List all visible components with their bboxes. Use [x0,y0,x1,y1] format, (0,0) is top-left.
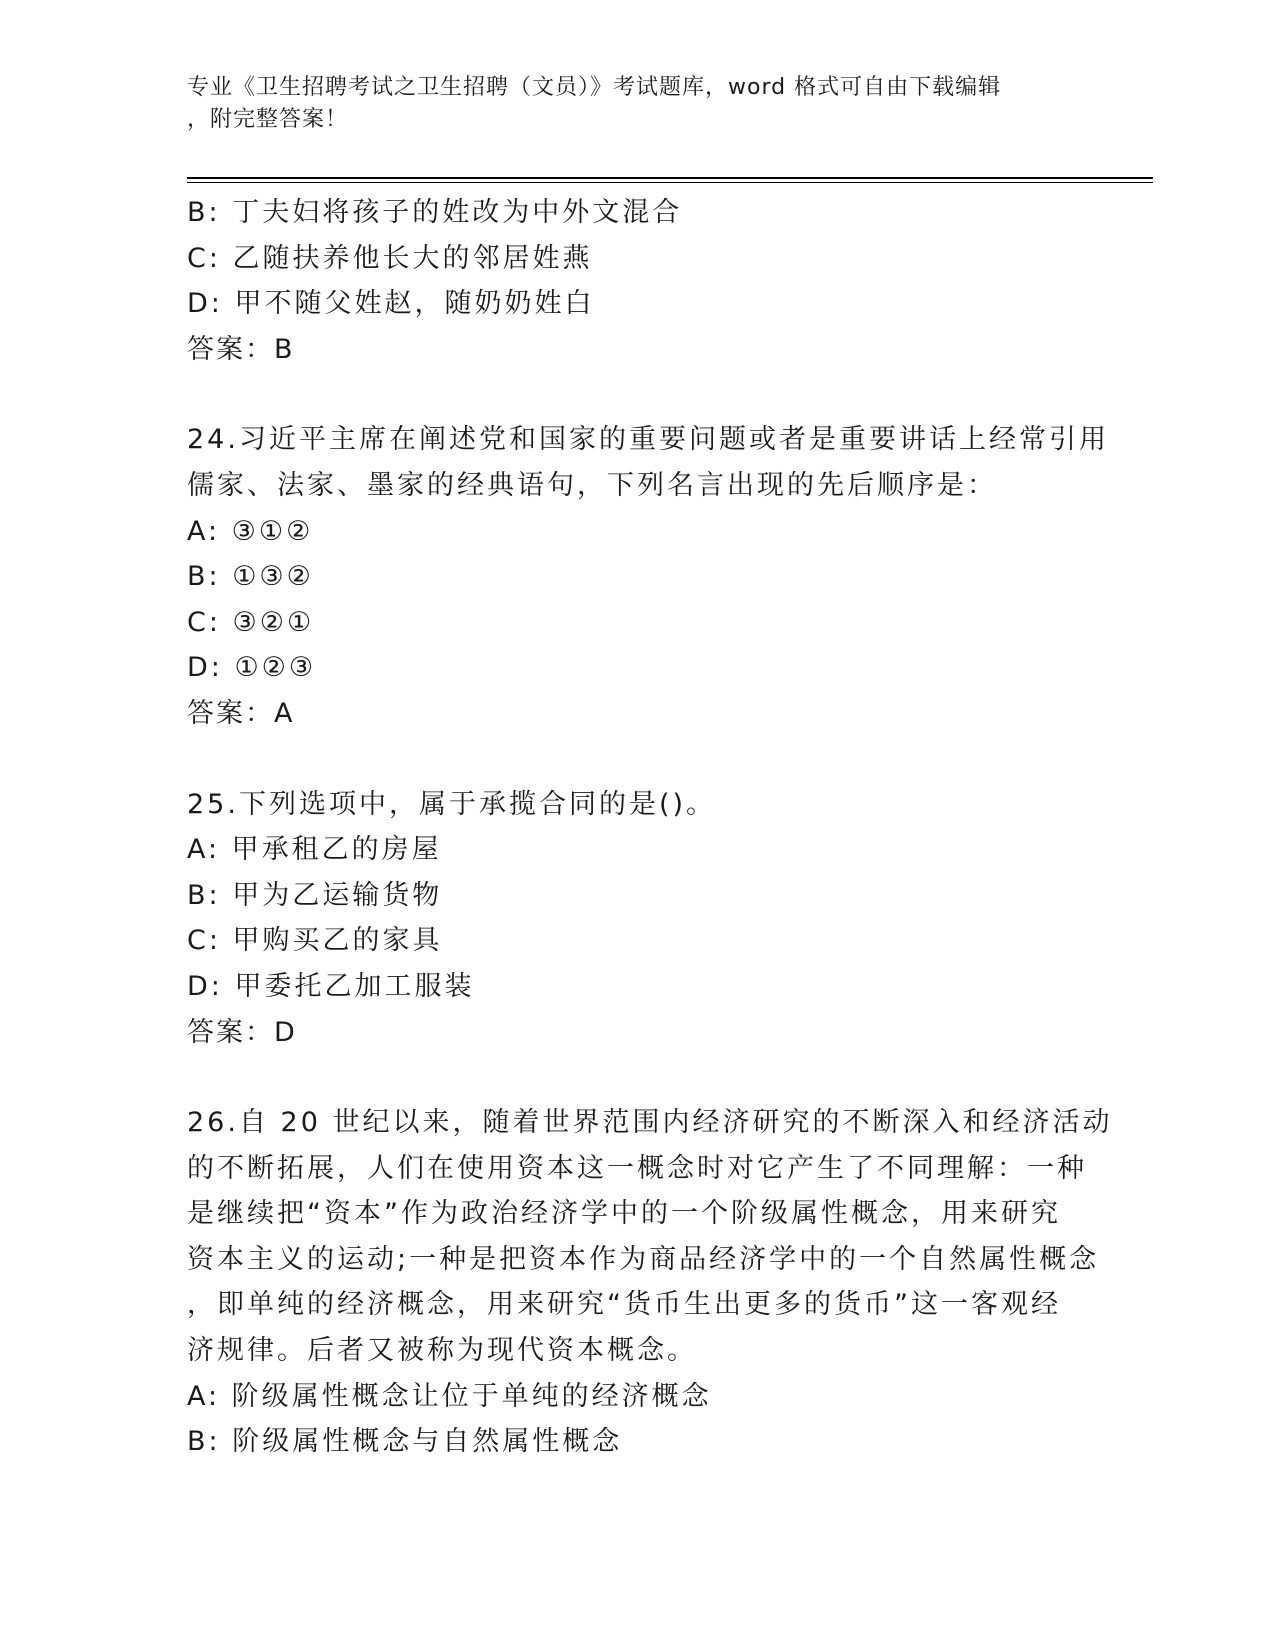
question-stem: 是继续把“资本”作为政治经济学中的一个阶级属性概念，用来研究 [187,1198,1061,1230]
question-24 [187,417,1109,736]
question-stem: ，即单纯的经济概念，用来研究“货币生出更多的货币”这一客观经 [187,1289,1061,1321]
question-stem: 儒家、法家、墨家的经典语句，下列名言出现的先后顺序是： [187,469,997,501]
question-25 [187,782,1067,1056]
answer: 答案：A [187,697,295,729]
option-b: B: 甲为乙运输货物 [187,879,443,911]
option-d: D: ①②③ [187,652,317,684]
spacer [187,1055,1067,1100]
question-stem: 资本主义的运动;一种是把资本作为商品经济学中的一个自然属性概念 [187,1243,1100,1275]
header-divider-thin [187,182,1153,183]
option-c: C: ③②① [187,606,315,638]
question-content [187,190,1113,1465]
question-stem: 的不断拓展，人们在使用资本这一概念时对它产生了不同理解：一种 [187,1152,1087,1184]
header-line-2: ，附完整答案！ [187,107,349,132]
answer: 答案：D [187,1016,297,1048]
option-b: B: 丁夫妇将孩子的姓改为中外文混合 [187,197,683,228]
option-b: B: 阶级属性概念与自然属性概念 [187,1426,623,1458]
header-line-1: 专业《卫生招聘考试之卫生招聘（文员）》考试题库，word 格式可自由下载编辑 [187,75,1002,100]
header-divider-thick [187,177,1153,179]
question-26 [187,1100,1113,1465]
question-23-continued [187,190,1067,372]
option-d: D: 甲委托乙加工服装 [187,970,475,1002]
spacer [187,372,1067,417]
question-stem: 24.习近平主席在阐述党和国家的重要问题或者是重要讲话上经常引用 [187,424,1109,456]
option-d: D: 甲不随父姓赵，随奶奶姓白 [187,288,595,320]
question-stem: 济规律。后者又被称为现代资本概念。 [187,1335,697,1367]
option-c: C: 乙随扶养他长大的邻居姓燕 [187,242,593,274]
question-stem: 26.自 20 世纪以来，随着世界范围内经济研究的不断深入和经济活动 [187,1107,1113,1139]
page-header [187,72,1087,136]
option-a: A: ③①② [187,515,314,547]
option-a: A: 阶级属性概念让位于单纯的经济概念 [187,1380,712,1412]
spacer [187,737,1067,782]
option-b: B: ①③② [187,561,314,593]
answer: 答案：B [187,333,295,365]
option-c: C: 甲购买乙的家具 [187,925,443,957]
option-a: A: 甲承租乙的房屋 [187,834,442,866]
question-stem: 25.下列选项中，属于承揽合同的是()。 [187,788,717,820]
